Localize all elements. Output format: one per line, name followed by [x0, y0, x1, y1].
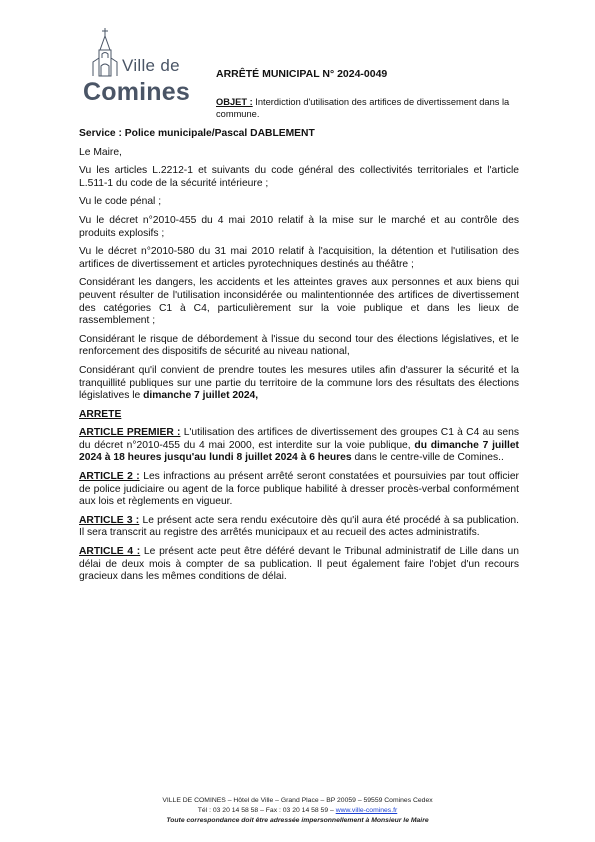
city-logo: [80, 28, 195, 108]
church-logo-icon: [90, 28, 120, 78]
footer-address: VILLE DE COMINES – Hôtel de Ville – Grand Place – BP 20059 – 59559 Comines Cedex: [162, 797, 433, 804]
considerant-paragraph: Considérant les dangers, les accidents et les atteintes graves aux personnes et aux biens qui peuvent résulter de l'utilisation inconsidérée ou malintentionnée des artifices de divertissement des catégories C1 à C4, particulièrement sur la voie publique et dans les lieux de rassemblement ;: [79, 277, 519, 327]
document-title: ARRÊTÉ MUNICIPAL N° 2024-0049: [216, 68, 388, 80]
article-2-label: ARTICLE 2 :: [79, 471, 140, 483]
document-body: [79, 128, 519, 590]
article-4: [79, 546, 519, 584]
article-1: [79, 427, 519, 465]
objet-label: OBJET :: [216, 97, 253, 107]
objet-text: Interdiction d'utilisation des artifices de divertissement dans la commune.: [216, 97, 510, 119]
page-footer: [60, 796, 535, 826]
article-1-text: L'utilisation des artifices de divertissement des groupes C1 à C4 au sens du décret n°2010-455 du 4 mai 2000, est interdite sur la voie publique,: [79, 427, 519, 451]
objet-block: [216, 96, 526, 120]
intro-line: Le Maire,: [79, 146, 122, 158]
footer-phone: Tél : 03 20 14 58 58 – Fax : 03 20 14 58 59 –: [197, 807, 336, 814]
article-4-label: ARTICLE 4 :: [79, 546, 141, 558]
article-3: [79, 515, 519, 540]
article-3-text: Le présent acte sera rendu exécutoire dès qu'il aura été procédé à sa publication. Il sera transcrit au registre des arrêtés municipaux et au recueil des actes administratifs.: [79, 514, 519, 539]
arrete-heading: ARRETE: [79, 408, 122, 420]
considerant-paragraph: Considérant le risque de débordement à l'issue du second tour des élections législatives, et le renforcement des dispositifs de sécurité au niveau national,: [79, 333, 519, 358]
footer-note: Toute correspondance doit être adressée impersonnellement à Monsieur le Maire: [166, 817, 429, 824]
article-2-text: Les infractions au présent arrêté seront constatées et poursuivies par tout officier de police judiciaire ou agent de la force publique habilité à dresser procès-verbal conformément aux lois et règlements en vigueur.: [79, 471, 519, 508]
considerant-paragraph: [79, 365, 519, 403]
article-1-text-end: dans le centre-ville de Comines..: [351, 452, 504, 464]
footer-contact: [60, 806, 535, 816]
article-2: [79, 471, 519, 509]
service-line: Service : Police municipale/Pascal DABLEMENT: [79, 128, 315, 139]
logo-text-comines: Comines: [83, 78, 190, 106]
considerant-text: Considérant qu'il convient de prendre toutes les mesures utiles afin d'assurer la sécurité et la tranquillité publiques sur une partie du territoire de la commune lors des résultats des élections législatives le: [79, 364, 519, 402]
website-link[interactable]: www.ville-comines.fr: [335, 807, 398, 814]
article-1-label: ARTICLE PREMIER :: [79, 427, 181, 439]
article-1-period: du dimanche 7 juillet 2024 à 18 heures jusqu'au lundi 8 juillet 2024 à 6 heures: [79, 439, 519, 464]
visa-paragraph: Vu le décret n°2010-455 du 4 mai 2010 relatif à la mise sur le marché et au contrôle des produits explosifs ;: [79, 214, 519, 239]
visa-paragraph: Vu les articles L.2212-1 et suivants du code général des collectivités territoriales et l'article L.511-1 du code de la sécurité intérieure ;: [79, 165, 519, 189]
visa-paragraph: Vu le décret n°2010-580 du 31 mai 2010 relatif à l'acquisition, la détention et l'utilisation des artifices de divertissement et articles pyrotechniques destinés au théâtre ;: [79, 246, 519, 270]
logo-text-ville: Ville de: [122, 56, 180, 75]
article-3-label: ARTICLE 3 :: [79, 514, 140, 526]
article-4-text: Le présent acte peut être déféré devant le Tribunal administratif de Lille dans un délai de deux mois à compter de sa publication. Il peut également faire l'objet d'un recours gracieux dans les mêmes conditions de délai.: [79, 546, 519, 583]
considerant-date: dimanche 7 juillet 2024,: [143, 390, 259, 402]
visa-paragraph: Vu le code pénal ;: [79, 196, 162, 208]
